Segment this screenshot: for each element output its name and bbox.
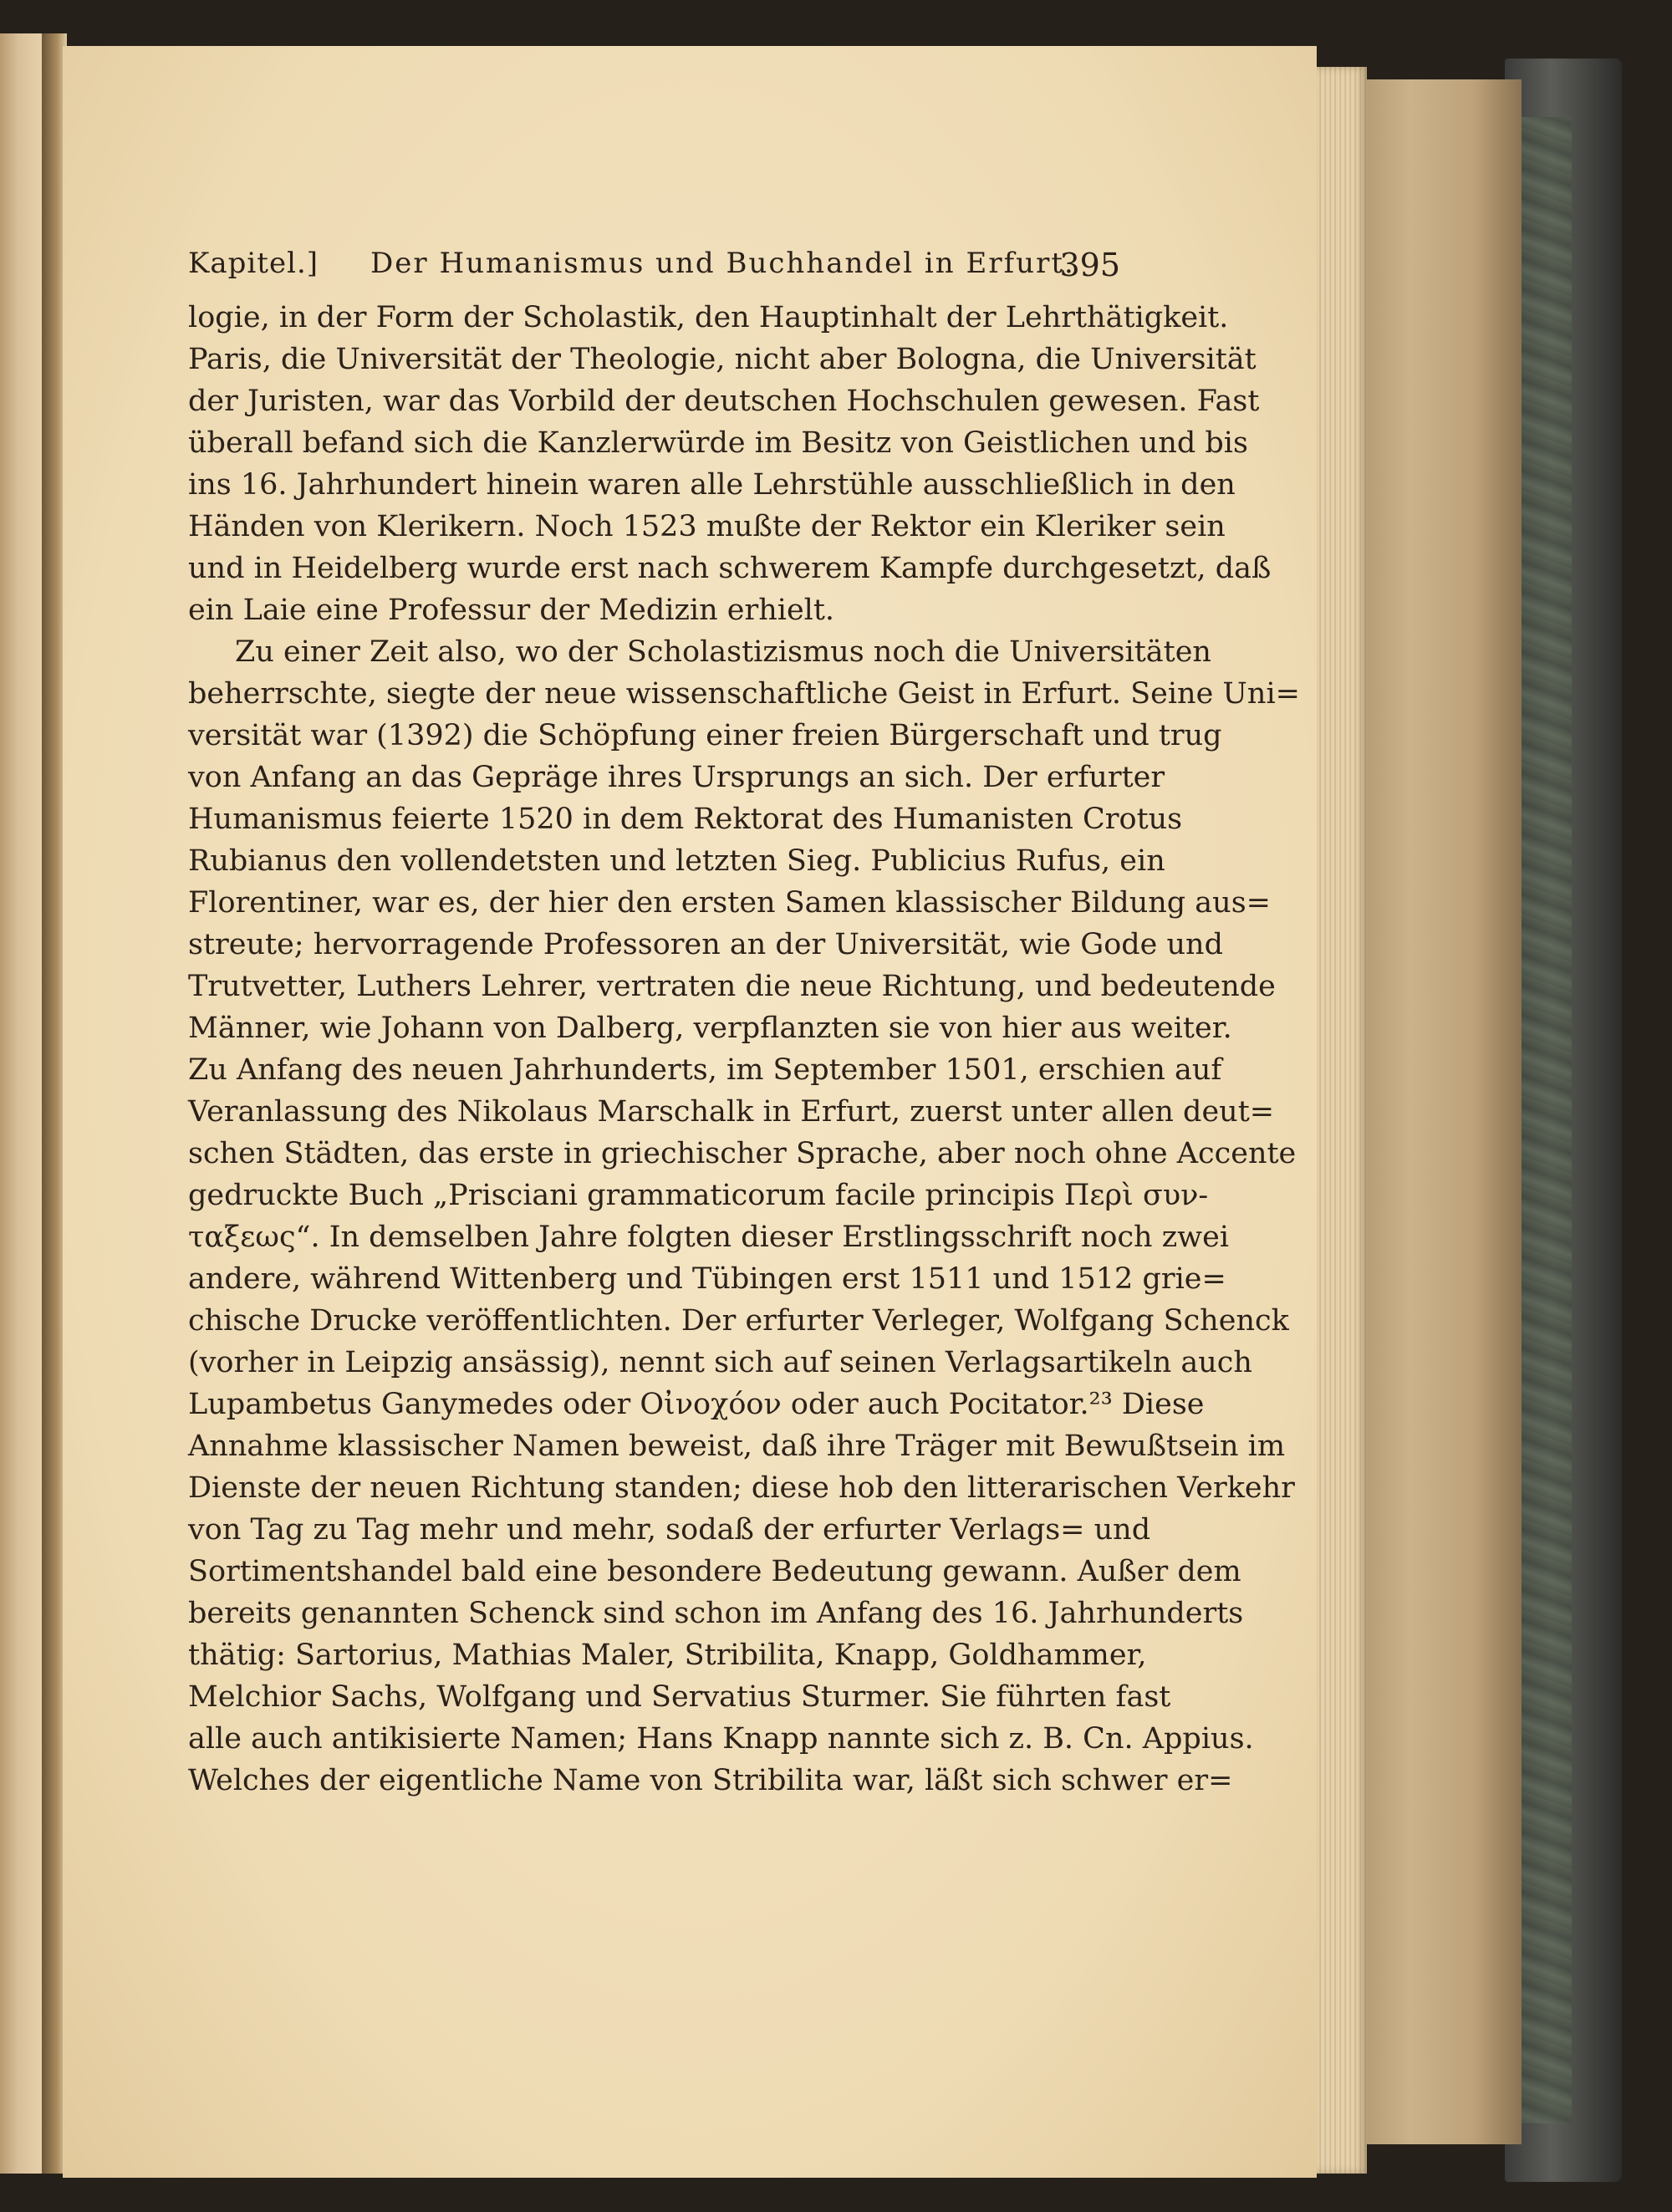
cover-marbling xyxy=(1522,117,1572,2123)
text-line: beherrschte, siegte der neue wissenschaftliche Geist in Erfurt. Seine Uni= xyxy=(188,677,1300,711)
text-line: überall befand sich die Kanzlerwürde im Besitz von Geistlichen und bis xyxy=(188,426,1248,460)
text-line: und in Heidelberg wurde erst nach schwerem Kampfe durchgesetzt, daß xyxy=(188,552,1272,585)
text-line: thätig: Sartorius, Mathias Maler, Stribilita, Knapp, Goldhammer, xyxy=(188,1639,1147,1672)
page-edges xyxy=(1317,67,1367,2174)
text-line: Humanismus feierte 1520 in dem Rektorat des Humanisten Crotus xyxy=(188,803,1183,836)
text-line: (vorher in Leipzig ansässig), nennt sich auf seinen Verlagsartikeln auch xyxy=(188,1346,1252,1379)
text-line: Trutvetter, Luthers Lehrer, vertraten die neue Richtung, und bedeutende xyxy=(188,970,1276,1003)
text-line: logie, in der Form der Scholastik, den Hauptinhalt der Lehrthätigkeit. xyxy=(188,301,1229,334)
text-line: Veranlassung des Nikolaus Marschalk in Erfurt, zuerst unter allen deut= xyxy=(188,1095,1275,1129)
text-line: versität war (1392) die Schöpfung einer freien Bürgerschaft und trug xyxy=(188,719,1222,752)
text-line: Rubianus den vollendetsten und letzten Sieg. Publicius Rufus, ein xyxy=(188,844,1165,878)
left-page-edge xyxy=(0,33,46,2174)
text-line: Zu einer Zeit also, wo der Scholastizismus noch die Universitäten xyxy=(235,635,1211,669)
text-line: Männer, wie Johann von Dalberg, verpflanzten sie von hier aus weiter. xyxy=(188,1012,1232,1045)
text-line: der Juristen, war das Vorbild der deutschen Hochschulen gewesen. Fast xyxy=(188,385,1260,418)
text-line: ins 16. Jahrhundert hinein waren alle Lehrstühle ausschließlich in den xyxy=(188,468,1236,502)
text-line: von Anfang an das Gepräge ihres Ursprungs an sich. Der erfurter xyxy=(188,761,1165,794)
text-line: gedruckte Buch „Prisciani grammaticorum facile principis Περὶ συν- xyxy=(188,1179,1209,1212)
text-line: Melchior Sachs, Wolfgang und Servatius Sturmer. Sie führten fast xyxy=(188,1680,1171,1714)
page-block xyxy=(1363,79,1522,2144)
page-number: 395 xyxy=(1059,247,1120,283)
text-line: Florentiner, war es, der hier den ersten Samen klassischer Bildung aus= xyxy=(188,886,1271,920)
body-text xyxy=(188,297,1300,1802)
text-line: Lupambetus Ganymedes oder Οἰνοχόον oder auch Pocitator.²³ Diese xyxy=(188,1388,1205,1421)
text-line: Händen von Klerikern. Noch 1523 mußte der Rektor ein Kleriker sein xyxy=(188,510,1226,543)
text-line: schen Städten, das erste in griechischer Sprache, aber noch ohne Accente xyxy=(188,1137,1297,1170)
text-line: alle auch antikisierte Namen; Hans Knapp nannte sich z. B. Cn. Appius. xyxy=(188,1722,1254,1756)
text-line: Dienste der neuen Richtung standen; diese hob den litterarischen Verkehr xyxy=(188,1471,1295,1505)
text-line: Annahme klassischer Namen beweist, daß ihre Träger mit Bewußtsein im xyxy=(188,1430,1286,1463)
text-line: streute; hervorragende Professoren an der Universität, wie Gode und xyxy=(188,928,1224,961)
page-content xyxy=(188,247,1300,1802)
text-line: Welches der eigentliche Name von Stribilita war, läßt sich schwer er= xyxy=(188,1764,1233,1797)
text-line: von Tag zu Tag mehr und mehr, sodaß der erfurter Verlags= und xyxy=(188,1513,1151,1547)
text-line: ein Laie eine Professur der Medizin erhielt. xyxy=(188,594,835,627)
chapter-label: Kapitel.] xyxy=(188,247,319,280)
running-title: Der Humanismus und Buchhandel in Erfurt. xyxy=(370,247,1075,280)
text-line: bereits genannten Schenck sind schon im Anfang des 16. Jahrhunderts xyxy=(188,1597,1244,1630)
text-line: Sortimentshandel bald eine besondere Bedeutung gewann. Außer dem xyxy=(188,1555,1241,1588)
text-line: ταξεως“. In demselben Jahre folgten dieser Erstlingsschrift noch zwei xyxy=(188,1221,1230,1254)
text-line: Paris, die Universität der Theologie, nicht aber Bologna, die Universität xyxy=(188,343,1257,376)
text-line: andere, während Wittenberg und Tübingen erst 1511 und 1512 grie= xyxy=(188,1262,1226,1296)
running-head xyxy=(188,247,1120,287)
text-line: chische Drucke veröffentlichten. Der erfurter Verleger, Wolfgang Schenck xyxy=(188,1304,1289,1338)
text-line: Zu Anfang des neuen Jahrhunderts, im September 1501, erschien auf xyxy=(188,1053,1222,1087)
